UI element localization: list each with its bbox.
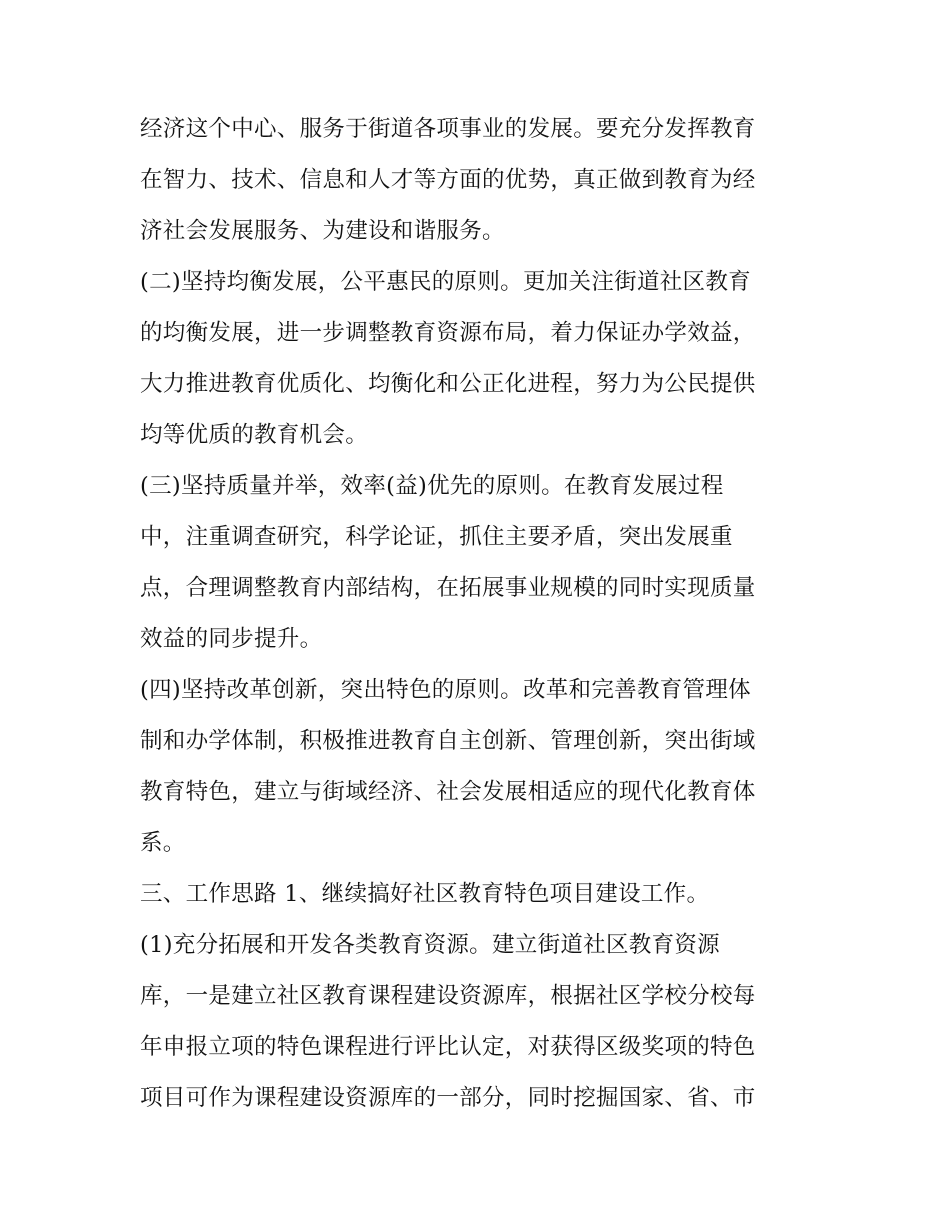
text-line: 项目可作为课程建设资源库的一部分，同时挖掘国家、省、市 xyxy=(140,1085,756,1111)
text-line: 经济这个中心、服务于街道各项事业的发展。要充分发挥教育 xyxy=(140,116,756,142)
text-line: (三)坚持质量并举，效率(益)优先的原则。在教育发展过程 xyxy=(140,473,724,499)
text-line: 教育特色，建立与街域经济、社会发展相适应的现代化教育体 xyxy=(140,779,756,805)
text-line: (四)坚持改革创新，突出特色的原则。改革和完善教育管理体 xyxy=(140,677,751,703)
text-line: 年申报立项的特色课程进行评比认定，对获得区级奖项的特色 xyxy=(140,1034,756,1060)
text-line: 三、工作思路 1、继续搞好社区教育特色项目建设工作。 xyxy=(140,881,710,907)
text-line: 点，合理调整教育内部结构，在拓展事业规模的同时实现质量 xyxy=(140,575,756,601)
text-line: 库，一是建立社区教育课程建设资源库，根据社区学校分校每 xyxy=(140,983,756,1009)
text-line: 效益的同步提升。 xyxy=(140,626,323,652)
text-line: 济社会发展服务、为建设和谐服务。 xyxy=(140,218,505,244)
text-line: 均等优质的教育机会。 xyxy=(140,422,369,448)
text-line: (1)充分拓展和开发各类教育资源。建立街道社区教育资源 xyxy=(140,932,720,958)
text-line: 的均衡发展，进一步调整教育资源布局，着力保证办学效益， xyxy=(140,320,756,346)
text-line: 制和办学体制，积极推进教育自主创新、管理创新，突出街域 xyxy=(140,728,756,754)
text-line: 中，注重调查研究，科学论证，抓住主要矛盾，突出发展重 xyxy=(140,524,733,550)
text-line: 系。 xyxy=(140,830,186,856)
text-line: (二)坚持均衡发展，公平惠民的原则。更加关注街道社区教育 xyxy=(140,269,751,295)
text-line: 在智力、技术、信息和人才等方面的优势，真正做到教育为经 xyxy=(140,167,756,193)
text-line: 大力推进教育优质化、均衡化和公正化进程，努力为公民提供 xyxy=(140,371,756,397)
